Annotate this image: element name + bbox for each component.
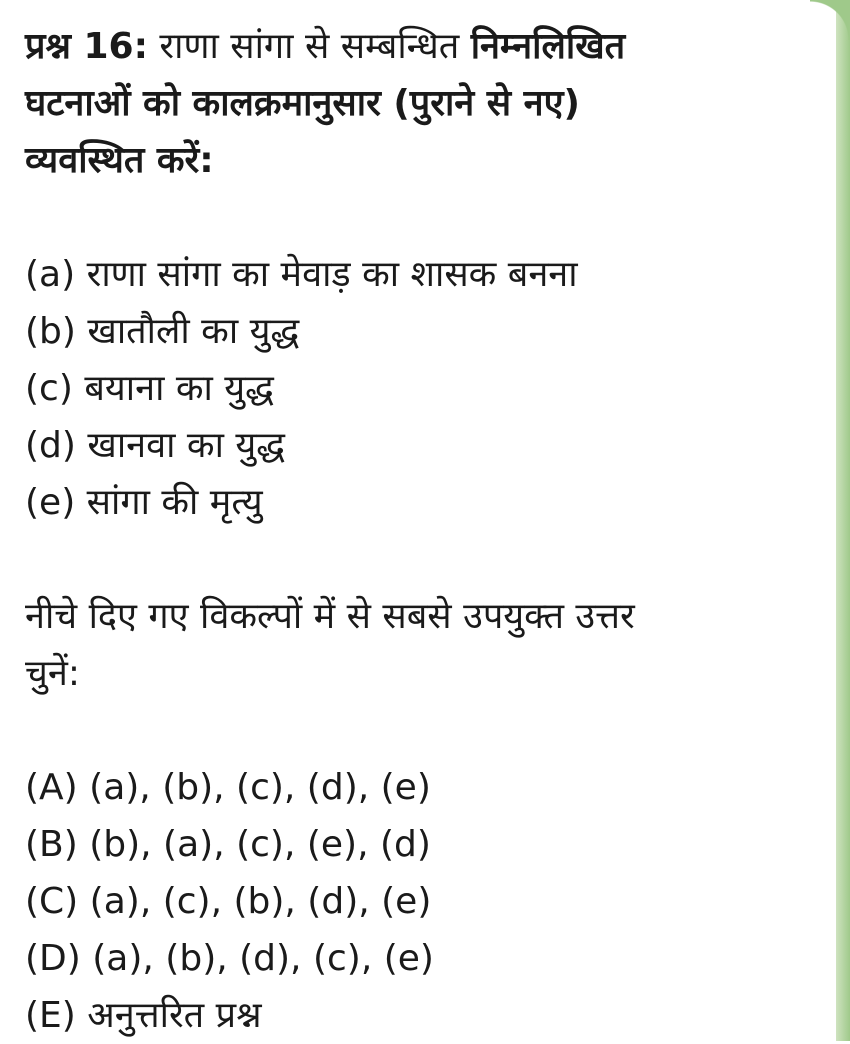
answer-option: (C) (a), (c), (b), (d), (e) — [25, 881, 432, 922]
event-item: (d) खानवा का युद्ध — [25, 425, 285, 466]
answer-option: (A) (a), (b), (c), (d), (e) — [25, 767, 431, 808]
event-item: (a) राणा सांगा का मेवाड़ का शासक बनना — [25, 254, 578, 295]
answer-option: (B) (b), (a), (c), (e), (d) — [25, 824, 431, 865]
answer-option: (E) अनुत्तरित प्रश्न — [25, 995, 262, 1036]
instruction-line-1: नीचे दिए गए विकल्पों में से सबसे उपयुक्त उत्तर — [25, 596, 635, 637]
spacer — [25, 531, 825, 588]
event-item: (c) बयाना का युद्ध — [25, 368, 274, 409]
instruction-line-2: चुनें: — [25, 653, 80, 694]
question-line-1 — [25, 18, 825, 75]
question-line-3: व्यवस्थित करें: — [25, 140, 214, 181]
message-body — [25, 18, 825, 1044]
question-number: प्रश्न 16: — [25, 26, 148, 67]
chat-bubble-edge — [836, 0, 850, 1041]
question-text: राणा सांगा से सम्बन्धित — [147, 26, 471, 67]
spacer — [25, 189, 825, 246]
question-text-bold: निम्नलिखित — [470, 26, 626, 67]
question-line-2: घटनाओं को कालक्रमानुसार (पुराने से नए) — [25, 83, 581, 124]
answer-option: (D) (a), (b), (d), (c), (e) — [25, 938, 434, 979]
spacer — [25, 702, 825, 759]
event-item: (e) सांगा की मृत्यु — [25, 482, 263, 523]
event-item: (b) खातौली का युद्ध — [25, 311, 300, 352]
